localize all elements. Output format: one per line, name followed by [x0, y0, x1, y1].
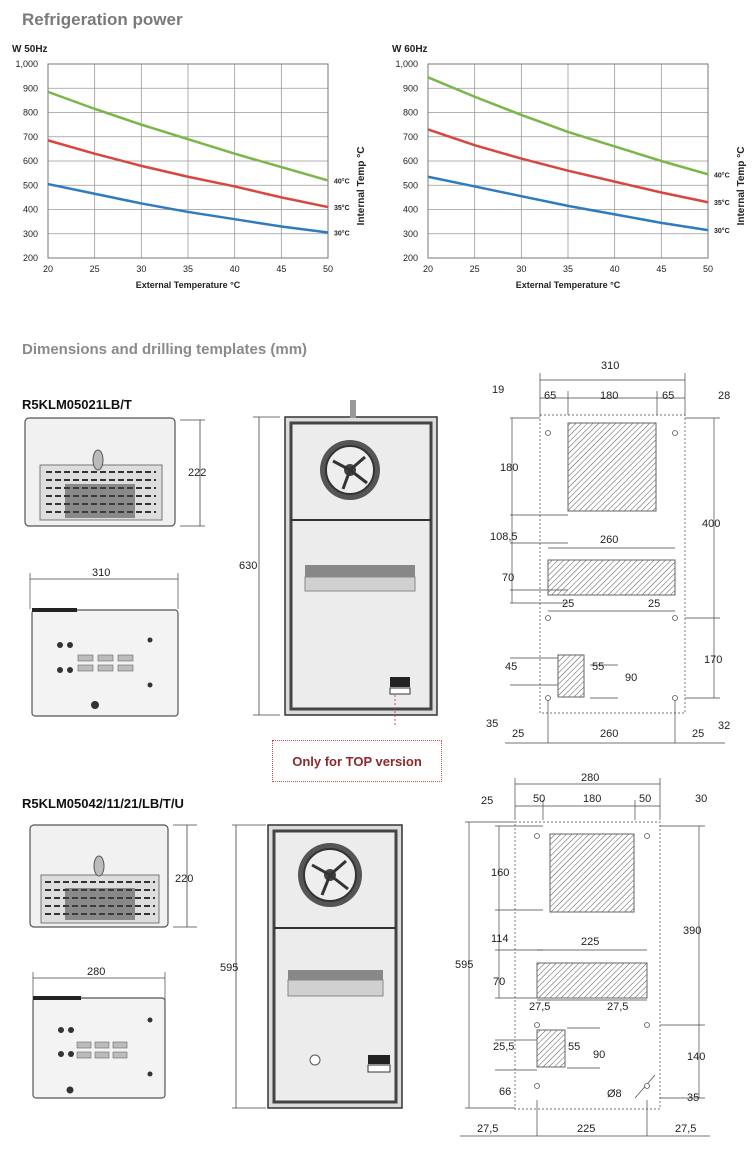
y-tick-label: 200: [22, 253, 38, 263]
x-tick-label: 50: [322, 264, 334, 274]
y-tick-label: 700: [22, 131, 38, 142]
svg-text:260: 260: [600, 728, 619, 740]
x-tick-label: 35: [182, 264, 194, 274]
svg-text:27,5: 27,5: [529, 1001, 551, 1013]
x-axis-label: External Temperature °C: [515, 280, 621, 290]
top-version-note: Only for TOP version: [272, 740, 442, 782]
page-title: Refrigeration power: [22, 10, 183, 29]
y-tick-label: 400: [402, 204, 418, 215]
x-tick-label: 25: [89, 264, 100, 274]
y-tick-label: 1,000: [395, 59, 418, 69]
y-tick-label: 900: [402, 83, 418, 94]
x-tick-label: 20: [422, 264, 434, 274]
svg-text:65: 65: [544, 390, 557, 402]
side-height-2: 220: [175, 873, 194, 885]
svg-text:180: 180: [600, 390, 619, 402]
svg-text:114: 114: [491, 933, 509, 945]
front-height-1: 630: [239, 560, 258, 572]
svg-text:27,5: 27,5: [675, 1123, 697, 1135]
series-label: 40°C: [334, 178, 350, 186]
x-tick-label: 30: [136, 264, 147, 274]
series-label: 30°C: [334, 230, 350, 238]
svg-text:25: 25: [692, 728, 705, 740]
y-tick-label: 200: [402, 253, 418, 263]
svg-text:400: 400: [702, 518, 721, 530]
side-height-1: 222: [188, 467, 207, 479]
svg-text:108,5: 108,5: [490, 531, 518, 543]
svg-text:55: 55: [568, 1041, 581, 1053]
x-axis-label: External Temperature °C: [135, 280, 241, 290]
svg-text:19: 19: [492, 384, 505, 396]
svg-text:27,5: 27,5: [477, 1123, 499, 1135]
y-tick-label: 300: [402, 228, 418, 239]
x-tick-label: 40: [609, 264, 620, 274]
svg-text:225: 225: [581, 936, 600, 948]
y-tick-label: 600: [402, 156, 418, 166]
drilling-template-1: [480, 355, 750, 745]
svg-text:595: 595: [455, 959, 474, 971]
x-tick-label: 45: [276, 264, 287, 274]
svg-text:160: 160: [491, 867, 510, 879]
svg-text:65: 65: [662, 390, 675, 402]
top-view-2: [25, 962, 175, 1112]
series-label: 30°C: [714, 228, 730, 236]
svg-text:25,5: 25,5: [493, 1041, 515, 1053]
x-tick-label: 25: [469, 264, 480, 274]
svg-text:70: 70: [493, 976, 506, 988]
model-name-1: R5KLM05021LB/T: [22, 397, 132, 412]
x-tick-label: 30: [516, 264, 527, 274]
top-width-2: 280: [87, 966, 106, 978]
svg-text:Ø8: Ø8: [607, 1088, 622, 1100]
svg-text:50: 50: [639, 793, 652, 805]
y-tick-label: 800: [22, 107, 38, 118]
y-tick-label: 500: [402, 180, 418, 191]
y-tick-label: 400: [22, 204, 38, 215]
chart-title: W 50Hz: [12, 44, 48, 55]
y-tick-label: 300: [22, 228, 38, 239]
section-title: Dimensions and drilling templates (mm): [22, 341, 308, 358]
drilling-template-2: [455, 770, 755, 1150]
svg-text:45: 45: [505, 661, 518, 673]
model-name-2: R5KLM05042/11/21/LB/T/U: [22, 796, 184, 811]
chart-title: W 60Hz: [392, 44, 428, 55]
series-label: 35°C: [334, 205, 350, 213]
svg-text:225: 225: [577, 1123, 596, 1135]
top-width-1: 310: [92, 567, 111, 579]
x-tick-label: 35: [562, 264, 574, 274]
series-label: 35°C: [714, 200, 730, 208]
svg-text:28: 28: [718, 390, 731, 402]
svg-text:90: 90: [593, 1049, 606, 1061]
svg-text:260: 260: [600, 534, 619, 546]
side-view-1: [20, 410, 220, 530]
svg-text:170: 170: [704, 654, 723, 666]
svg-text:90: 90: [625, 672, 638, 684]
front-height-2: 595: [220, 962, 239, 974]
svg-text:66: 66: [499, 1086, 512, 1098]
svg-text:27,5: 27,5: [607, 1001, 629, 1013]
x-tick-label: 20: [42, 264, 54, 274]
chart-50hz: [0, 36, 375, 306]
svg-text:70: 70: [502, 572, 515, 584]
x-tick-label: 50: [702, 264, 714, 274]
side-view-2: [25, 820, 215, 935]
front-view-2: [220, 815, 410, 1115]
x-tick-label: 40: [229, 264, 240, 274]
svg-text:390: 390: [683, 925, 702, 937]
svg-text:310: 310: [601, 360, 620, 372]
svg-text:280: 280: [581, 772, 600, 784]
svg-text:25: 25: [481, 795, 494, 807]
svg-text:32: 32: [718, 720, 731, 732]
svg-text:50: 50: [533, 793, 546, 805]
svg-text:35: 35: [687, 1092, 700, 1104]
chart-60hz: [380, 36, 755, 306]
top-view-1: [20, 565, 190, 725]
svg-text:55: 55: [592, 661, 605, 673]
y-tick-label: 700: [402, 131, 418, 142]
svg-text:180: 180: [583, 793, 602, 805]
svg-text:25: 25: [648, 598, 661, 610]
svg-text:25: 25: [512, 728, 525, 740]
y-axis-label: Internal Temp °C: [356, 146, 367, 226]
series-label: 40°C: [714, 172, 730, 180]
svg-text:30: 30: [695, 793, 708, 805]
svg-text:35: 35: [486, 718, 499, 730]
svg-text:140: 140: [687, 1051, 706, 1063]
y-tick-label: 900: [22, 83, 38, 94]
x-tick-label: 45: [656, 264, 667, 274]
y-tick-label: 600: [22, 156, 38, 166]
svg-text:25: 25: [562, 598, 575, 610]
front-view-1: [235, 395, 445, 725]
y-tick-label: 1,000: [15, 59, 38, 69]
y-axis-label: Internal Temp °C: [736, 146, 747, 226]
svg-text:180: 180: [500, 462, 519, 474]
y-tick-label: 500: [22, 180, 38, 191]
y-tick-label: 800: [402, 107, 418, 118]
